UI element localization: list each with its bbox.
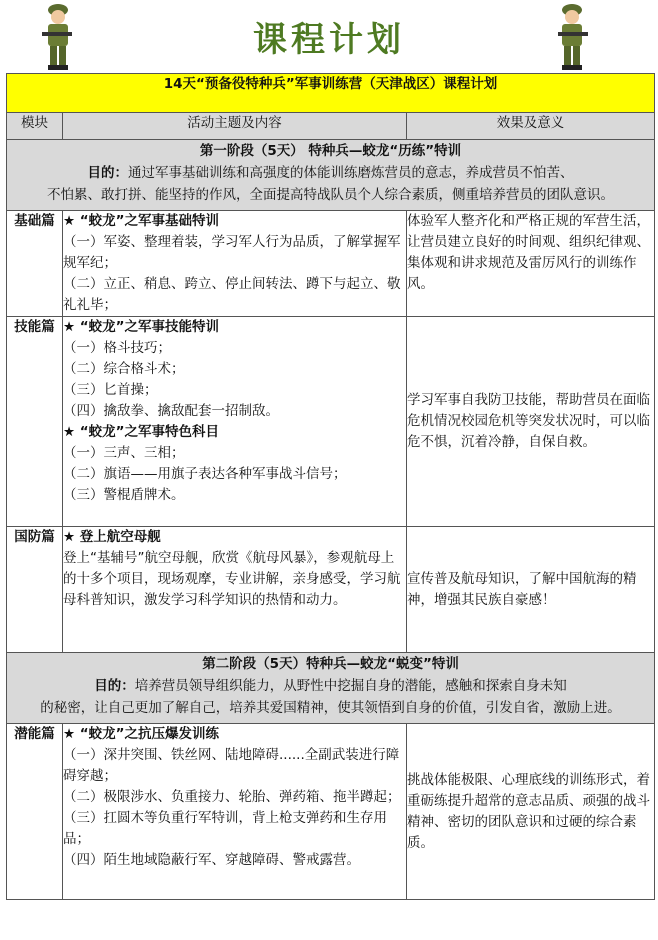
content-cell xyxy=(63,317,407,527)
list-item: （一）三声、三相； xyxy=(63,445,185,461)
module-cell: 技能篇 xyxy=(7,317,63,527)
column-header-content: 活动主题及内容 xyxy=(63,113,407,140)
list-item: （三）扛圆木等负重行军特训，背上枪支弹药和生存用品； xyxy=(63,810,387,847)
stage-goal xyxy=(7,675,654,697)
section-heading: ★ “蛟龙”之抗压爆发训练 xyxy=(63,726,220,742)
effect-cell: 学习军事自我防卫技能，帮助营员在面临危机情况校园危机等突发状况时，可以临危不惧，沉着冷静，自保自救。 xyxy=(407,317,655,527)
section-heading: ★ “蛟龙”之军事技能特训 xyxy=(63,319,220,335)
column-header-module: 模块 xyxy=(7,113,63,140)
effect-cell: 宣传普及航母知识，了解中国航海的精神，增强其民族自豪感！ xyxy=(407,527,655,653)
table-row xyxy=(7,317,655,527)
content-cell xyxy=(63,211,407,317)
list-item: （一）深井突围、铁丝网、陆地障碍......全副武装进行障碍穿越； xyxy=(63,747,400,784)
list-item: （二）极限涉水、负重接力、轮胎、弹药箱、拖半蹲起； xyxy=(63,789,401,805)
list-item: （四）擒敌拳、擒敌配套一招制敌。 xyxy=(63,403,279,419)
section-heading: ★ “蛟龙”之军事基础特训 xyxy=(63,213,220,229)
page-header xyxy=(0,0,658,72)
column-header-effect: 效果及意义 xyxy=(407,113,655,140)
banner-title: 14天“预备役特种兵”军事训练营（天津战区）课程计划 xyxy=(7,74,655,113)
table-row xyxy=(7,211,655,317)
list-item: （三）匕首操； xyxy=(63,382,158,398)
module-cell: 潜能篇 xyxy=(7,724,63,900)
banner-row xyxy=(7,74,655,113)
list-item: （一）格斗技巧； xyxy=(63,340,171,356)
stage-row xyxy=(7,653,655,724)
goal-text: 培养营员领导组织能力，从野性中挖掘自身的潜能，感触和探索自身未知 xyxy=(134,678,567,694)
goal-text: 不怕累、敢打拼、能坚持的作风，全面提高特战队员个人综合素质，侧重培养营员的团队意识。 xyxy=(47,187,615,203)
table-row xyxy=(7,527,655,653)
soldier-icon xyxy=(552,2,592,72)
stage-title: 第二阶段（5天）特种兵—蛟龙“蜕变”特训 xyxy=(202,656,459,672)
effect-cell: 体验军人整齐化和严格正规的军营生活，让营员建立良好的时间观、组织纪律观、集体观和讲求规范及雷厉风行的训练作风。 xyxy=(407,211,655,317)
list-item: 登上“基辅号”航空母舰，欣赏《航母风暴》，参观航母上的十多个项目，现场观摩，专业讲解，亲身感受，学习航母科普知识，激发学习科学知识的热情和动力。 xyxy=(63,550,401,608)
stage-row xyxy=(7,140,655,211)
goal-text: 通过军事基础训练和高强度的体能训练磨炼营员的意志，养成营员不怕苦、 xyxy=(128,165,574,181)
list-item: （三）警棍盾牌术。 xyxy=(63,487,185,503)
column-header-row xyxy=(7,113,655,140)
course-plan-table xyxy=(6,73,655,900)
content-cell xyxy=(63,527,407,653)
list-item: （二）综合格斗术； xyxy=(63,361,185,377)
list-item: （四）陌生地域隐蔽行军、穿越障碍、警戒露营。 xyxy=(63,852,360,868)
module-cell: 国防篇 xyxy=(7,527,63,653)
page-title: 课程计划 xyxy=(253,20,405,60)
content-cell xyxy=(63,724,407,900)
effect-cell: 挑战体能极限、心理底线的训练形式，着重砺练提升超常的意志品质、顽强的战斗精神、密切的团队意识和过硬的综合素质。 xyxy=(407,724,655,900)
list-item: （二）旗语——用旗子表达各种军事战斗信号； xyxy=(63,466,347,482)
stage-goal xyxy=(7,162,654,184)
goal-text: 的秘密，让自己更加了解自己，培养其爱国精神，使其领悟到自身的价值，引发自省，激励上进。 xyxy=(40,700,621,716)
section-heading: ★ 登上航空母舰 xyxy=(63,529,161,545)
module-cell: 基础篇 xyxy=(7,211,63,317)
goal-label: 目的： xyxy=(87,165,129,181)
list-item: （二）立正、稍息、跨立、停止间转法、蹲下与起立、敬礼礼毕； xyxy=(63,276,401,313)
table-row xyxy=(7,724,655,900)
section-heading: ★ “蛟龙”之军事特色科目 xyxy=(63,424,220,440)
stage-title: 第一阶段（5天） 特种兵—蛟龙“历练”特训 xyxy=(199,143,462,159)
list-item: （一）军姿、整理着装，学习军人行为品质，了解掌握军规军纪； xyxy=(63,234,401,271)
goal-label: 目的： xyxy=(94,678,135,694)
